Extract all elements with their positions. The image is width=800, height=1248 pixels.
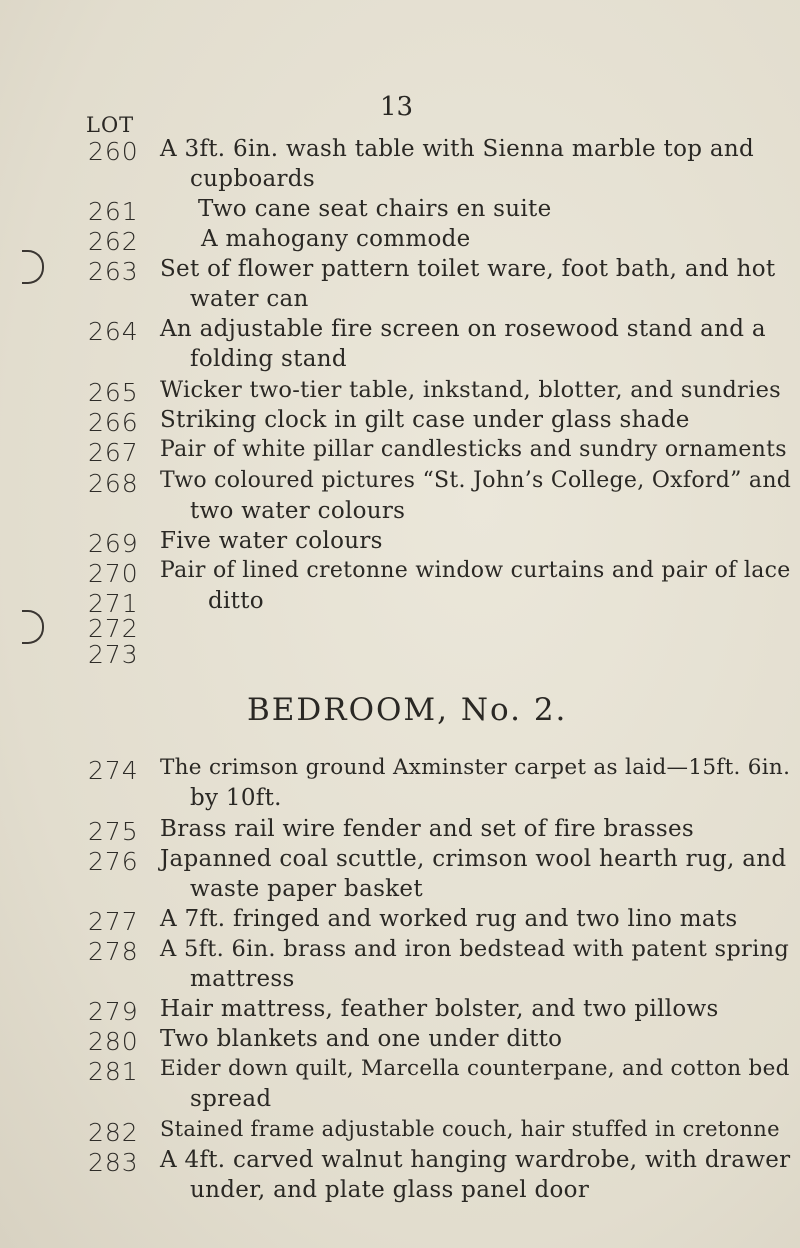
lot-description: Two coloured pictures “St. John’s College, Oxford” and bbox=[160, 468, 792, 493]
lot-description-continued: ditto bbox=[208, 588, 264, 614]
lot-description: A 4ft. carved walnut hanging wardrobe, with drawer bbox=[160, 1147, 791, 1173]
lot-number: 265 bbox=[88, 378, 139, 407]
lot-description: Five water colours bbox=[160, 528, 383, 554]
lot-number: 271 bbox=[88, 589, 139, 618]
lot-number: 263 bbox=[88, 257, 139, 286]
lot-description: Pair of white pillar candlesticks and sundry ornaments bbox=[160, 437, 787, 462]
lot-description-continued: by 10ft. bbox=[190, 785, 282, 811]
lot-number: 261 bbox=[88, 197, 139, 226]
lot-number: 274 bbox=[88, 756, 139, 785]
lot-description: Wicker two-tier table, inkstand, blotter, and sundries bbox=[160, 377, 782, 403]
lot-number: 278 bbox=[88, 937, 139, 966]
lot-description-continued: water can bbox=[190, 286, 309, 312]
lot-description: Set of flower pattern toilet ware, foot bath, and hot bbox=[160, 256, 776, 282]
lot-number: 279 bbox=[88, 997, 139, 1026]
lot-number: 281 bbox=[88, 1057, 139, 1086]
lot-description: Japanned coal scuttle, crimson wool hearth rug, and bbox=[160, 846, 787, 872]
lot-description-continued: waste paper basket bbox=[190, 876, 423, 902]
lot-description: Pair of lined cretonne window curtains and pair of lace bbox=[160, 558, 791, 583]
lot-number: 266 bbox=[88, 408, 139, 437]
lot-description: Striking clock in gilt case under glass shade bbox=[160, 407, 690, 433]
lot-description-continued: mattress bbox=[190, 966, 295, 992]
lot-number: 262 bbox=[88, 227, 139, 256]
lot-number: 264 bbox=[88, 317, 139, 346]
lot-number: 276 bbox=[88, 847, 139, 876]
lot-description-continued: cupboards bbox=[190, 166, 315, 192]
lot-description-continued: under, and plate glass panel door bbox=[190, 1177, 590, 1203]
lot-description: A 7ft. fringed and worked rug and two lino mats bbox=[160, 906, 738, 932]
lot-description: Brass rail wire fender and set of fire brasses bbox=[160, 816, 695, 842]
lot-number: 270 bbox=[88, 559, 139, 588]
lot-number: 267 bbox=[88, 438, 139, 467]
binding-hole-mark bbox=[22, 610, 44, 644]
lot-number: 280 bbox=[88, 1027, 139, 1056]
lot-number: 269 bbox=[88, 529, 139, 558]
lot-number: 275 bbox=[88, 817, 139, 846]
page-number: 13 bbox=[380, 92, 414, 122]
lot-number: 283 bbox=[88, 1148, 139, 1177]
lot-description-continued: folding stand bbox=[190, 346, 347, 372]
lot-number: 282 bbox=[88, 1118, 139, 1147]
lot-description: Hair mattress, feather bolster, and two pillows bbox=[160, 996, 719, 1022]
lot-description: A 5ft. 6in. brass and iron bedstead with patent spring bbox=[160, 936, 790, 962]
lot-description-continued: spread bbox=[190, 1086, 272, 1112]
lot-description-continued: two water colours bbox=[190, 498, 406, 524]
lot-number: 268 bbox=[88, 469, 139, 498]
lot-description: Two blankets and one under ditto bbox=[160, 1026, 563, 1052]
lot-description: The crimson ground Axminster carpet as laid—15ft. 6in. bbox=[160, 755, 791, 780]
lot-number: 260 bbox=[88, 137, 139, 166]
lot-description: Stained frame adjustable couch, hair stuffed in cretonne bbox=[160, 1117, 780, 1141]
lot-description: A 3ft. 6in. wash table with Sienna marble top and bbox=[160, 136, 755, 162]
lot-description: Eider down quilt, Marcella counterpane, and cotton bed bbox=[160, 1056, 790, 1081]
lot-number: 273 bbox=[88, 640, 139, 669]
binding-hole-mark bbox=[22, 250, 44, 284]
lot-number: 272 bbox=[88, 614, 139, 643]
section-heading: BEDROOM, No. 2. bbox=[247, 692, 568, 728]
lot-column-heading: LOT bbox=[86, 113, 135, 137]
lot-description: Two cane seat chairs en suite bbox=[198, 196, 552, 222]
lot-description: An adjustable fire screen on rosewood stand and a bbox=[160, 316, 766, 342]
lot-number: 277 bbox=[88, 907, 139, 936]
lot-description: A mahogany commode bbox=[201, 226, 471, 252]
